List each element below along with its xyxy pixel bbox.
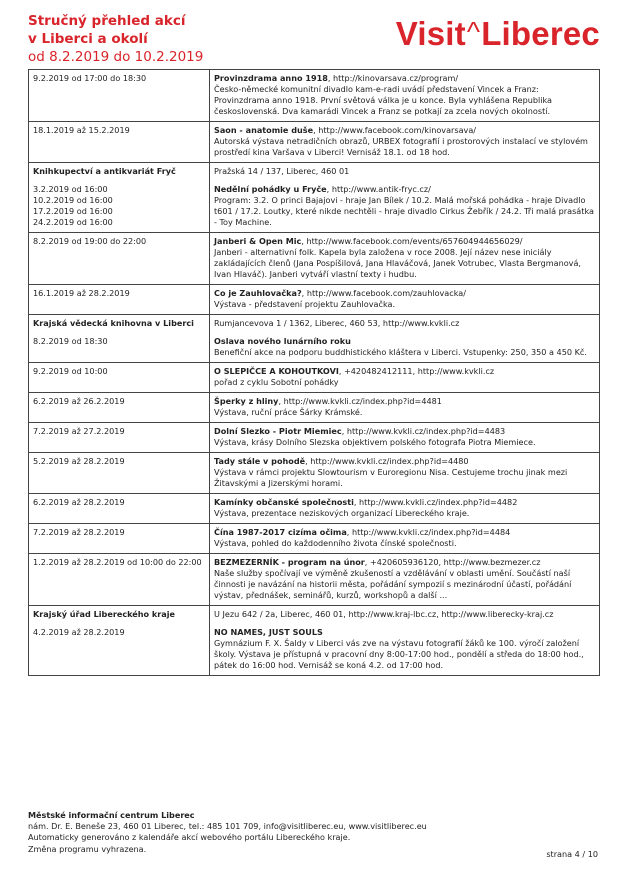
event-description: Výstava v rámci projektu Slowtourism v Euroregionu Nisa. Cestujeme trochu jinak mezi Žitavskými a Jizerskými horami. bbox=[214, 467, 568, 488]
event-date: 6.2.2019 až 26.2.2019 bbox=[29, 393, 210, 423]
event-contact: , http://www.kvkli.cz/index.php?id=4480 bbox=[305, 456, 469, 466]
footer-note: Automaticky generováno z kalendáře akcí webového portálu Libereckého kraje. bbox=[28, 832, 351, 843]
event-date: 8.2.2019 od 18:30 bbox=[33, 336, 108, 346]
event-detail bbox=[210, 70, 600, 122]
event-date: 6.2.2019 až 28.2.2019 bbox=[29, 494, 210, 524]
table-row bbox=[29, 285, 600, 315]
event-contact: , http://www.facebook.com/events/657604944656029/ bbox=[301, 236, 523, 246]
event-detail bbox=[210, 524, 600, 554]
event-contact: , http://www.kvkli.cz/index.php?id=4483 bbox=[341, 426, 506, 436]
event-description: Gymnázium F. X. Šaldy v Liberci vás zve na výstavu fotografií žáků ke 100. výročí založení školy. Výstava je přístupná v pracovní dny 8:00-17:00 hod., pondělí a středa do 18:00 hod., pátek do 16:00 hod. Vernisáž se koná 4.2. od 17:00 hod. bbox=[214, 638, 584, 670]
event-date: 3.2.2019 od 16:00 bbox=[33, 184, 108, 194]
event-date: 9.2.2019 od 17:00 do 18:30 bbox=[29, 70, 210, 122]
header-title-line1: Stručný přehled akcí bbox=[28, 13, 186, 29]
event-description: Výstava - představení projektu Zauhlovačka. bbox=[214, 299, 396, 309]
event-description: Výstava, ruční práce Šárky Krámské. bbox=[214, 407, 363, 417]
event-title: Nedělní pohádky u Fryče bbox=[214, 184, 327, 194]
table-row bbox=[29, 70, 600, 122]
header-date-range: od 8.2.2019 do 10.2.2019 bbox=[28, 49, 204, 65]
events-table bbox=[28, 69, 600, 676]
event-title: Tady stále v pohodě bbox=[214, 456, 306, 466]
page-header bbox=[28, 12, 600, 68]
event-title: O SLEPIČCE A KOHOUTKOVI bbox=[214, 366, 339, 376]
event-title: Janberi & Open Mic bbox=[214, 236, 302, 246]
event-description: Program: 3.2. O princi Bajajovi - hraje Jan Bílek / 10.2. Malá mořská pohádka - hraje Divadlo t601 / 17.2. Loutky, které nikde nechtěli - hraje divadlo Cirkus Žebřík / 24.2. Tři malá prasátka - Toy Machine. bbox=[214, 195, 594, 227]
table-row bbox=[29, 233, 600, 285]
table-row bbox=[29, 122, 600, 163]
event-detail bbox=[210, 606, 600, 676]
event-date: 16.1.2019 až 28.2.2019 bbox=[29, 285, 210, 315]
event-contact: , +420605936120, http://www.bezmezer.cz bbox=[364, 557, 541, 567]
event-title: Oslava nového lunárního roku bbox=[214, 336, 351, 346]
event-detail bbox=[210, 363, 600, 393]
event-description: Výstava, prezentace neziskových organizací Libereckého kraje. bbox=[214, 508, 470, 518]
event-description: Janberi - alternativní folk. Kapela byla založena v roce 2008. Její název nese iniciály zakládajících členů (Jana Pospíšilová, Jana Hlaváčová, Janek Votrubec, Vlasta Bergmanová, Ivan Hlaváč). Janberi vytváří vlastní texty i hudbu. bbox=[214, 247, 581, 279]
table-row bbox=[29, 315, 600, 363]
event-date: 4.2.2019 až 28.2.2019 bbox=[33, 627, 125, 637]
event-contact: , http://www.kvkli.cz/index.php?id=4484 bbox=[346, 527, 511, 537]
table-row bbox=[29, 393, 600, 423]
event-title: Dolní Slezko - Piotr Miemiec bbox=[214, 426, 342, 436]
event-detail bbox=[210, 122, 600, 163]
event-date: 1.2.2019 až 28.2.2019 od 10:00 do 22:00 bbox=[29, 554, 210, 606]
page-footer bbox=[28, 810, 600, 855]
event-date: 5.2.2019 až 28.2.2019 bbox=[29, 453, 210, 494]
venue-name: Krajský úřad Libereckého kraje bbox=[33, 609, 176, 619]
event-date: 17.2.2019 od 16:00 bbox=[33, 206, 113, 216]
venue-address: Rumjancevova 1 / 1362, Liberec, 460 53, http://www.kvkli.cz bbox=[214, 318, 460, 328]
event-title: BEZMEZERNÍK - program na únor bbox=[214, 557, 365, 567]
event-description: Naše služby spočívají ve výměně zkušeností a vzdělávání v oblasti umění. Součástí naší činnosti je navázání na historii města, pořádání sympozií s mezinárodní účastí, pořádání výstav, přednášek, seminářů, kurzů, workshopů a další ... bbox=[214, 568, 572, 600]
event-description: Česko-německé komunitní divadlo kam-e-radi uvádí představení Vincek a Franz: Provinzdrama anno 1918. První světová válka je u konce. Byla vyhlášena Republika československá. Dva kamarádi Vincek a Franz se potkají za zcela nových okolností. bbox=[214, 84, 553, 116]
event-contact: , http://www.facebook.com/zauhlovacka/ bbox=[301, 288, 466, 298]
table-row bbox=[29, 163, 600, 233]
event-title: Provinzdrama anno 1918 bbox=[214, 73, 328, 83]
event-detail bbox=[210, 423, 600, 453]
table-row bbox=[29, 606, 600, 676]
event-detail bbox=[210, 285, 600, 315]
event-date: 7.2.2019 až 27.2.2019 bbox=[29, 423, 210, 453]
table-row bbox=[29, 363, 600, 393]
event-title: Čína 1987-2017 cizíma očima bbox=[214, 527, 347, 537]
event-detail bbox=[210, 453, 600, 494]
event-title: Kamínky občanské společnosti bbox=[214, 497, 354, 507]
event-detail bbox=[210, 494, 600, 524]
event-contact: , http://www.kvkli.cz/index.php?id=4481 bbox=[278, 396, 442, 406]
venue-cell bbox=[29, 606, 210, 676]
venue-name: Krajská vědecká knihovna v Liberci bbox=[33, 318, 194, 328]
event-title: NO NAMES, JUST SOULS bbox=[214, 627, 323, 637]
event-date: 24.2.2019 od 16:00 bbox=[33, 217, 113, 227]
event-contact: , http://www.antik-fryc.cz/ bbox=[326, 184, 431, 194]
event-title: Co je Zauhlovačka? bbox=[214, 288, 302, 298]
event-title: Šperky z hliny bbox=[214, 396, 279, 406]
footer-org: Městské informační centrum Liberec bbox=[28, 810, 195, 820]
event-contact: , http://kinovarsava.cz/program/ bbox=[327, 73, 459, 83]
event-description: Benefiční akce na podporu buddhistického kláštera v Liberci. Vstupenky: 250, 350 a 450 Kč. bbox=[214, 347, 587, 357]
event-detail bbox=[210, 554, 600, 606]
event-date: 18.1.2019 až 15.2.2019 bbox=[29, 122, 210, 163]
venue-cell bbox=[29, 315, 210, 363]
event-detail bbox=[210, 233, 600, 285]
event-description: Autorská výstava netradičních obrazů, URBEX fotografií i prostorových instalací ve stylovém prostředí kina Varšava v Liberci! Vernisáž 18.1. od 18 hod. bbox=[214, 136, 588, 157]
event-detail bbox=[210, 163, 600, 233]
event-contact: , http://www.facebook.com/kinovarsava/ bbox=[313, 125, 477, 135]
event-date: 9.2.2019 od 10:00 bbox=[29, 363, 210, 393]
venue-address: Pražská 14 / 137, Liberec, 460 01 bbox=[214, 166, 350, 176]
page-number: strana 4 / 10 bbox=[546, 849, 598, 859]
footer-note: Změna programu vyhrazena. bbox=[28, 843, 147, 854]
venue-address: U Jezu 642 / 2a, Liberec, 460 01, http://www.kraj-lbc.cz, http://www.liberecky-kraj.cz bbox=[214, 609, 554, 619]
event-detail bbox=[210, 315, 600, 363]
table-row bbox=[29, 554, 600, 606]
venue-name: Knihkupectví a antikvariát Fryč bbox=[33, 166, 176, 176]
table-row bbox=[29, 423, 600, 453]
event-detail bbox=[210, 393, 600, 423]
event-date: 10.2.2019 od 16:00 bbox=[33, 195, 113, 205]
table-row bbox=[29, 524, 600, 554]
table-row bbox=[29, 494, 600, 524]
event-contact: , http://www.kvkli.cz/index.php?id=4482 bbox=[353, 497, 518, 507]
event-date: 8.2.2019 od 19:00 do 22:00 bbox=[29, 233, 210, 285]
header-title-line2: v Liberci a okolí bbox=[28, 31, 148, 47]
event-date: 7.2.2019 až 28.2.2019 bbox=[29, 524, 210, 554]
event-title: Saon - anatomie duše bbox=[214, 125, 314, 135]
footer-address: nám. Dr. E. Beneše 23, 460 01 Liberec, tel.: 485 101 709, info@visitliberec.eu, www.visitliberec.eu bbox=[28, 821, 427, 832]
venue-cell bbox=[29, 163, 210, 233]
event-description: pořad z cyklu Sobotní pohádky bbox=[214, 377, 339, 387]
event-description: Výstava, pohled do každodenního života čínské společnosti. bbox=[214, 538, 457, 548]
event-description: Výstava, krásy Dolního Slezska objektivem polského fotografa Piotra Miemiece. bbox=[214, 437, 536, 447]
table-row bbox=[29, 453, 600, 494]
visit-liberec-logo: Visit^Liberec bbox=[395, 15, 600, 52]
event-contact: , +420482412111, http://www.kvkli.cz bbox=[338, 366, 495, 376]
